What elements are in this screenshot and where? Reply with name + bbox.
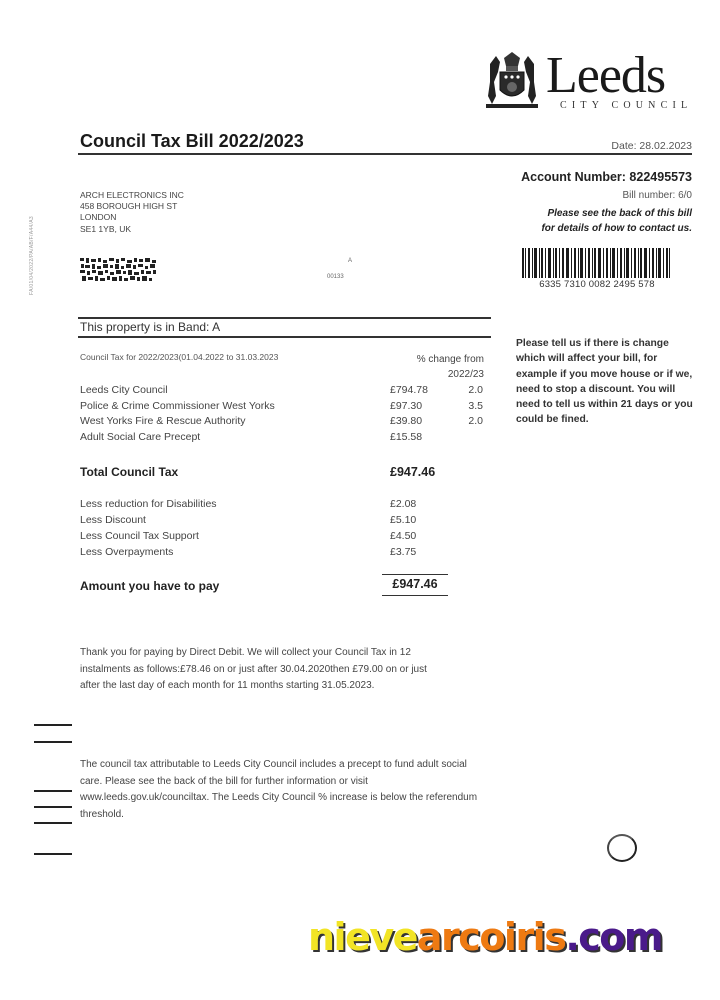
address-line: SE1 1YB, UK	[80, 223, 132, 234]
contact-line: Please see the back of this bill	[547, 208, 692, 219]
reduction-amount: £4.50	[390, 530, 417, 542]
barcode-number: 6335 7310 0082 2495 578	[539, 279, 655, 290]
total-amount: £947.46	[390, 465, 436, 479]
paragraph-line: care. Please see the back of the bill for further information or visit	[80, 775, 368, 787]
paragraph-line: threshold.	[80, 808, 124, 820]
tax-row-label: Adult Social Care Precept	[80, 431, 201, 443]
recipient-address	[80, 190, 184, 235]
change-notice: Please tell us if there is change which will affect your bill, for example if you move house or if we, need to stop a discount. You will need to tell us within 21 days or you could be fined.	[516, 338, 693, 426]
reduction-amount: £2.08	[390, 498, 417, 510]
margin-mark	[34, 822, 72, 824]
watermark	[308, 915, 662, 959]
watermark-part: arcoiris	[416, 915, 566, 959]
margin-mark	[34, 724, 72, 726]
tax-row	[80, 431, 490, 446]
tax-row	[80, 415, 490, 430]
address-line: ARCH ELECTRONICS INC	[80, 190, 184, 200]
tax-row-amount: £15.58	[390, 431, 423, 443]
reduction-row	[80, 514, 490, 529]
reduction-amount: £5.10	[390, 514, 417, 526]
tax-row-pct: 3.5	[468, 400, 483, 412]
amount-to-pay-value: £947.46	[382, 574, 448, 596]
total-label: Total Council Tax	[80, 465, 179, 479]
reduction-row	[80, 530, 490, 545]
property-band: This property is in Band: A	[80, 320, 221, 334]
amount-to-pay-row	[80, 579, 490, 593]
logo-subtitle: CITY COUNCIL	[560, 100, 693, 111]
tax-row	[80, 384, 490, 399]
paragraph-line: after the last day of each month for 11 months starting 31.05.2023.	[80, 680, 375, 691]
barcode-icon	[522, 248, 670, 278]
tax-row-pct: 2.0	[468, 384, 483, 396]
contact-instructions	[541, 206, 692, 236]
watermark-part: nieve	[308, 915, 417, 959]
reduction-label: Less reduction for Disabilities	[80, 498, 217, 510]
tax-row-amount: £97.30	[390, 400, 423, 412]
pct-change-heading	[400, 352, 484, 382]
title-divider	[78, 153, 692, 155]
margin-mark	[34, 853, 72, 855]
circle-mark-icon	[607, 834, 637, 862]
reduction-amount: £3.75	[390, 546, 417, 558]
contact-line: for details of how to contact us.	[541, 223, 692, 234]
coat-of-arms-icon	[484, 52, 540, 110]
side-reference-code: FA/01/04/2022/PA/AB/F/A44/A3	[29, 216, 35, 295]
paragraph-line: www.leeds.gov.uk/counciltax. The Leeds City Council % increase is below the referendum	[80, 792, 478, 803]
leeds-city-council-logo	[484, 47, 694, 112]
tax-row-label: Leeds City Council	[80, 384, 168, 396]
postal-2d-barcode-icon	[80, 258, 156, 282]
bill-number: Bill number: 6/0	[622, 190, 692, 201]
margin-mark	[34, 806, 72, 808]
bill-date: Date: 28.02.2023	[611, 140, 692, 152]
tax-row-label: Police & Crime Commissioner West Yorks	[80, 400, 275, 412]
reduction-label: Less Overpayments	[80, 546, 174, 558]
tax-row-amount: £794.78	[390, 384, 428, 396]
pct-heading-line: % change from	[416, 354, 484, 365]
logo-wordmark: Leeds	[546, 47, 666, 104]
sort-mark-letter: A	[348, 258, 353, 264]
precept-paragraph	[80, 757, 580, 823]
band-divider-top	[78, 317, 491, 319]
margin-mark	[34, 790, 72, 792]
watermark-part: .com	[565, 915, 663, 959]
page-title: Council Tax Bill 2022/2023	[80, 131, 304, 151]
reduction-row	[80, 498, 490, 513]
band-divider-bottom	[78, 336, 491, 338]
paragraph-line: Thank you for paying by Direct Debit. We will collect your Council Tax in 12	[80, 647, 411, 658]
tax-row-label: West Yorks Fire & Rescue Authority	[80, 415, 246, 427]
tax-row-pct: 2.0	[468, 415, 483, 427]
tax-period-heading: Council Tax for 2022/2023(01.04.2022 to 31.03.2023	[80, 352, 279, 362]
reduction-label: Less Council Tax Support	[80, 530, 199, 542]
margin-mark	[34, 741, 72, 743]
reduction-row	[80, 546, 490, 561]
total-council-tax-row	[80, 465, 490, 479]
account-number: Account Number: 822495573	[521, 170, 692, 184]
direct-debit-paragraph	[80, 645, 550, 695]
address-line: LONDON	[80, 212, 117, 223]
tax-row-amount: £39.80	[390, 415, 423, 427]
reduction-label: Less Discount	[80, 514, 146, 526]
sort-mark-code: 00133	[327, 274, 344, 280]
paragraph-line: instalments as follows:£78.46 on or just after 30.04.2020then £79.00 on or just	[80, 663, 427, 675]
pct-heading-line: 2022/23	[447, 369, 484, 380]
paragraph-line: The council tax attributable to Leeds City Council includes a precept to fund adult social	[80, 759, 467, 770]
address-line: 458 BOROUGH HIGH ST	[80, 201, 178, 212]
amount-to-pay-label: Amount you have to pay	[80, 579, 220, 593]
tax-row	[80, 400, 490, 415]
